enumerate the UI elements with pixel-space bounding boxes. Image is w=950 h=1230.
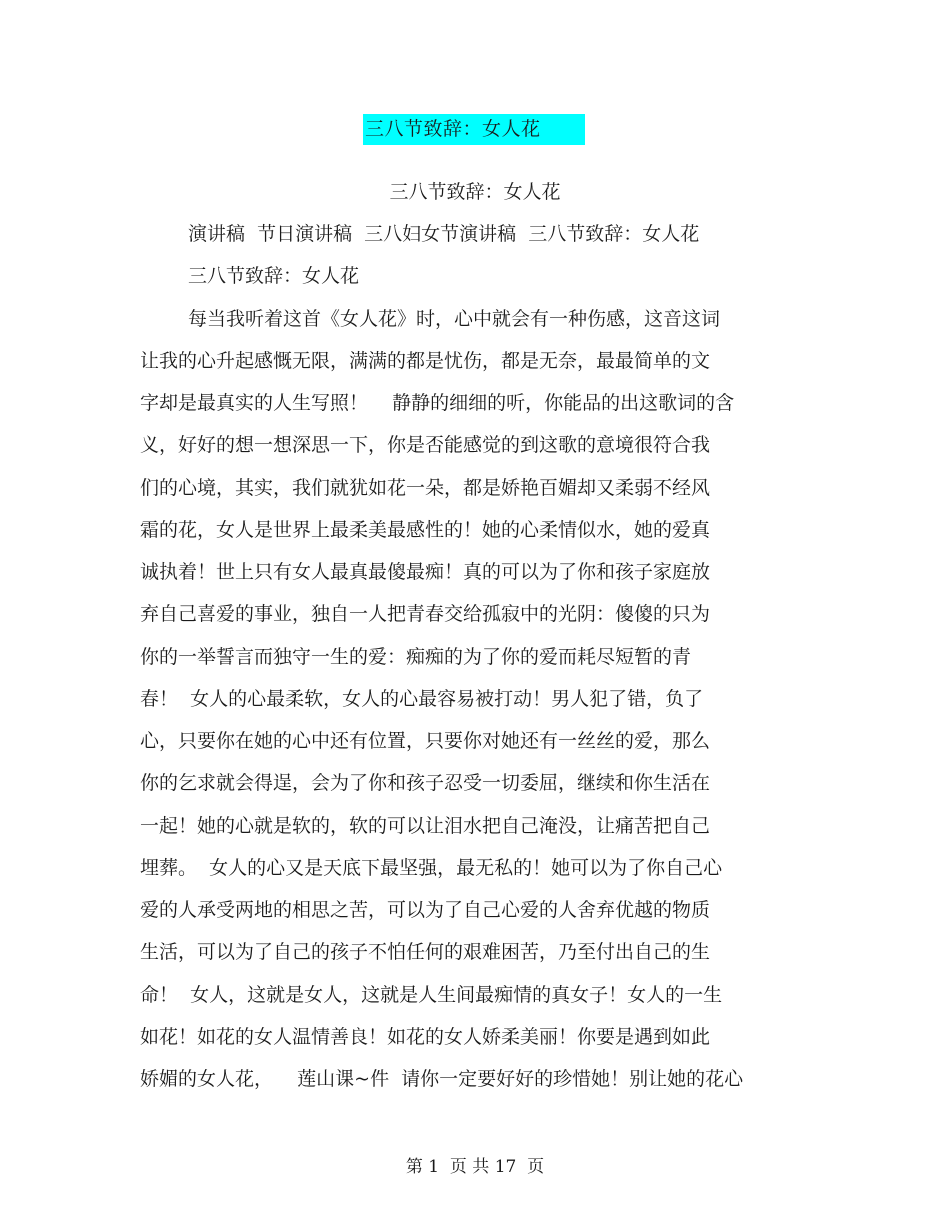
body-line: 每当我听着这首《女人花》时，心中就会有一种伤感，这音这词 <box>188 308 721 330</box>
body-line: 霜的花，女人是世界上最柔美最感性的！她的心柔情似水，她的爱真 <box>140 519 711 541</box>
body-line: 字却是最真实的人生写照！ 静静的细细的听，你能品的出这歌词的含 <box>140 392 735 414</box>
body-line: 弃自己喜爱的事业，独自一人把青春交给孤寂中的光阴：傻傻的只为 <box>140 603 711 625</box>
body-line: 一起！她的心就是软的，软的可以让泪水把自己淹没，让痛苦把自己 <box>140 815 711 837</box>
body-line: 你的乞求就会得逞，会为了你和孩子忍受一切委屈，继续和你生活在 <box>140 772 711 794</box>
body-line: 生活，可以为了自己的孩子不怕任何的艰难困苦，乃至付出自己的生 <box>140 941 711 963</box>
body-line: 诚执着！世上只有女人最真最傻最痴！真的可以为了你和孩子家庭放 <box>140 561 711 583</box>
body-line: 如花！如花的女人温情善良！如花的女人娇柔美丽！你要是遇到如此 <box>140 1026 711 1048</box>
page-title: 三八节致辞：女人花 <box>365 118 541 140</box>
body-line: 心，只要你在她的心中还有位置，只要你对她还有一丝丝的爱，那么 <box>140 730 711 752</box>
body-line: 义，好好的想一想深思一下，你是否能感觉的到这歌的意境很符合我 <box>140 434 711 456</box>
body-line: 们的心境，其实，我们就犹如花一朵，都是娇艳百媚却又柔弱不经风 <box>140 477 711 499</box>
body-line: 让我的心升起感慨无限，满满的都是忧伤，都是无奈，最最简单的文 <box>140 350 711 372</box>
body-line: 娇媚的女人花， 莲山课~件 请你一定要好好的珍惜她！别让她的花心 <box>140 1068 744 1090</box>
subheading: 三八节致辞：女人花 <box>188 265 360 287</box>
tags-line: 演讲稿 节日演讲稿 三八妇女节演讲稿 三八节致辞：女人花 <box>188 223 700 245</box>
page-footer: 第 1 页 共 17 页 <box>405 1157 545 1177</box>
body-line: 春！ 女人的心最柔软，女人的心最容易被打动！男人犯了错，负了 <box>140 688 704 710</box>
body-line: 你的一举誓言而独守一生的爱：痴痴的为了你的爱而耗尽短暂的青 <box>140 646 692 668</box>
body-line: 命！ 女人，这就是女人，这就是人生间最痴情的真女子！女人的一生 <box>140 984 723 1006</box>
body-line: 爱的人承受两地的相思之苦，可以为了自己心爱的人舍弃优越的物质 <box>140 899 711 921</box>
body-line: 埋葬。 女人的心又是天底下最坚强，最无私的！她可以为了你自己心 <box>140 857 723 879</box>
subtitle: 三八节致辞：女人花 <box>389 181 561 203</box>
